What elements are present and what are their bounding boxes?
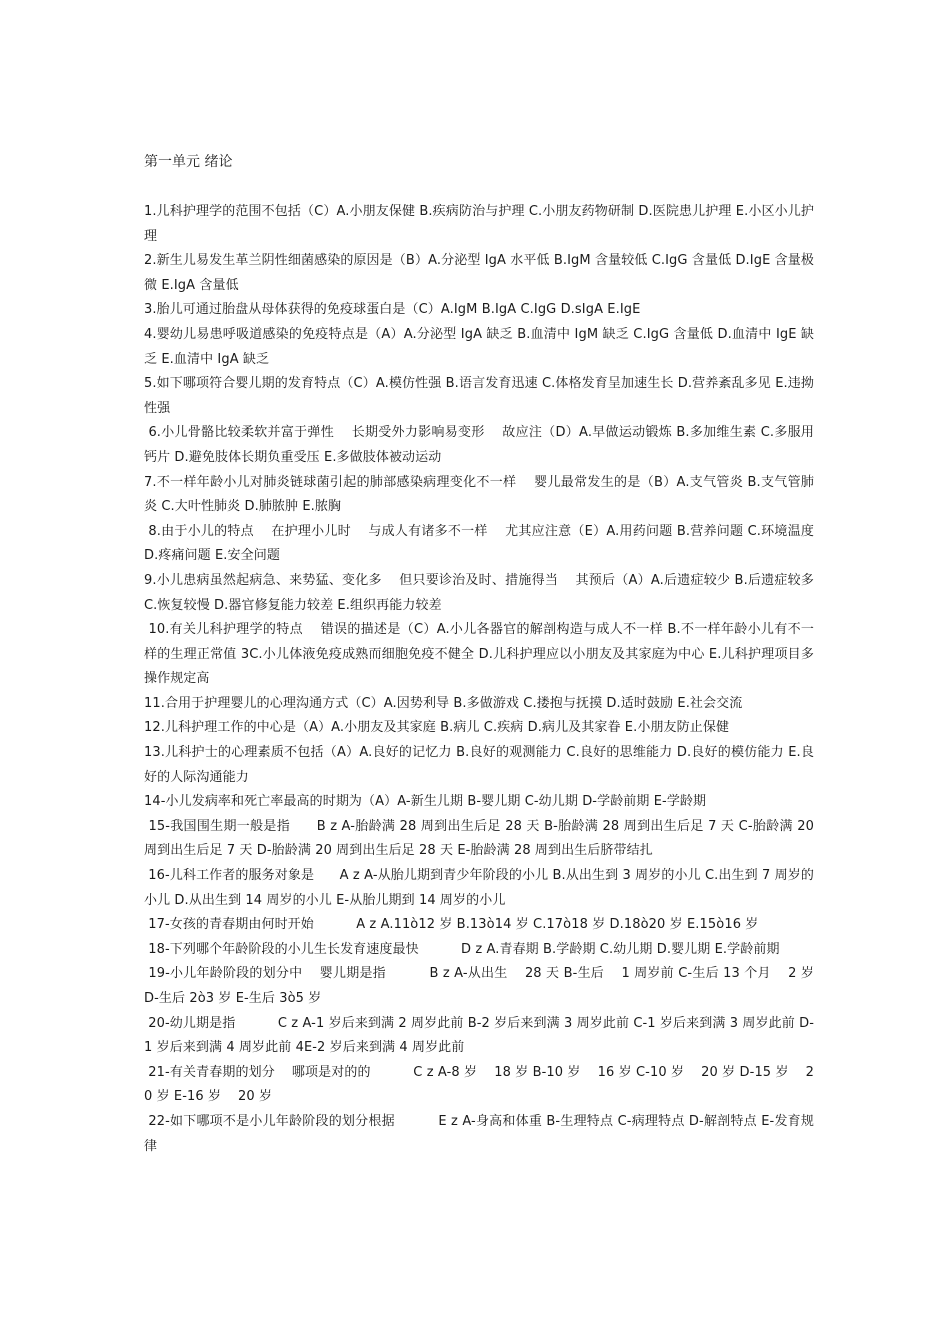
question-14: 14-小儿发病率和死亡率最高的时期为（A）A-新生儿期 B-婴儿期 C-幼儿期 D-学龄前期 E-学龄期 <box>144 794 707 810</box>
question-15: 15-我国围生期一般是指 B ᴢ A-胎龄满 28 周到出生后足 28 天 B-胎龄满 28 周到出生后足 7 天 C-胎龄满 20 周到出生后足 7 天 D-胎龄满 20 周到出生后足 28 天 E-胎龄满 28 周到出生后脐带结扎 <box>144 818 819 859</box>
question-13: 13.儿科护士的心理素质不包括（A）A.良好的记忆力 B.良好的观测能力 C.良好的思维能力 D.良好的模仿能力 E.良好的人际沟通能力 <box>144 745 814 785</box>
question-3: 3.胎儿可通过胎盘从母体获得的免疫球蛋白是（C）A.IgM B.IgA C.IgG D.sIgA E.IgE <box>144 302 641 318</box>
question-1: 1.儿科护理学的范围不包括（C）A.小朋友保健 B.疾病防治与护理 C.小朋友药物研制 D.医院患儿护理 E.小区小儿护理 <box>144 204 814 244</box>
question-16: 16-儿科工作者的服务对象是 A ᴢ A-从胎儿期到青少年阶段的小儿 B.从出生到 3 周岁的小儿 C.出生到 7 周岁的小儿 D.从出生到 14 周岁的小儿 E-从胎儿期到 14 周岁的小儿 <box>144 868 814 908</box>
question-19: 19-小儿年龄阶段的划分中 婴儿期是指 B ᴢ A-从出生 28 天 B-生后 1 周岁前 C-生后 13 个月 2 岁 D-生后 2ò3 岁 E-生后 3ò5 岁 <box>144 966 819 1006</box>
question-5: 5.如下哪项符合婴儿期的发育特点（C）A.模仿性强 B.语言发育迅速 C.体格发育呈加速生长 D.营养紊乱多见 E.违拗性强 <box>144 376 814 416</box>
question-18: 18-下列哪个年龄阶段的小儿生长发育速度最快 D ᴢ A.青春期 B.学龄期 C.幼儿期 D.婴儿期 E.学龄前期 <box>144 941 780 957</box>
question-10: 10.有关儿科护理学的特点 错误的描述是（C）A.小儿各器官的解剖构造与成人不一样 B.不一样年龄小儿有不一样的生理正常值 3C.小儿体液免疫成熟而细胞免疫不健全 D.儿科护理应以小朋友及其家庭为中心 E.儿科护理项目多 操作规定高 <box>144 622 831 687</box>
question-20: 20-幼儿期是指 C ᴢ A-1 岁后来到满 2 周岁此前 B-2 岁后来到满 3 周岁此前 C-1 岁后来到满 3 周岁此前 D-1 岁后来到满 4 周岁此前 4E-2 岁后来到满 4 周岁此前 <box>144 1015 814 1056</box>
question-7: 7.不一样年龄小儿对肺炎链球菌引起的肺部感染病理变化不一样 婴儿最常发生的是（B）A.支气管炎 B.支气管肺炎 C.大叶性肺炎 D.肺脓肿 E.脓胸 <box>144 474 814 515</box>
question-9: 9.小儿患病虽然起病急、来势猛、变化多 但只要诊治及时、措施得当 其预后（A）A.后遗症较少 B.后遗症较多 C.恢复较慢 D.器官修复能力较差 E.组织再能力较差 <box>144 572 819 613</box>
question-8: 8.由于小儿的特点 在护理小儿时 与成人有诸多不一样 尤其应注意（E）A.用药问题 B.营养问题 C.环境温度 D.疼痛问题 E.安全问题 <box>144 523 819 564</box>
question-17: 17-女孩的青春期由何时开始 A ᴢ A.11ò12 岁 B.13ò14 岁 C.17ò18 岁 D.18ò20 岁 E.15ò16 岁 <box>144 917 759 933</box>
unit-title: 第一单元 绪论 <box>144 154 233 170</box>
question-4: 4.婴幼儿易患呼吸道感染的免疫特点是（A）A.分泌型 IgA 缺乏 B.血清中 IgM 缺乏 C.IgG 含量低 D.血清中 IgE 缺乏 E.血清中 IgA 缺乏 <box>144 326 814 367</box>
question-12: 12.儿科护理工作的中心是（A）A.小朋友及其家庭 B.病儿 C.疾病 D.病儿及其家眷 E.小朋友防止保健 <box>144 720 730 736</box>
question-list <box>144 200 831 1159</box>
question-22: 22-如下哪项不是小儿年龄阶段的划分根据 E ᴢ A-身高和体重 B-生理特点 C-病理特点 D-解剖特点 E-发育规律 <box>144 1113 814 1154</box>
question-6: 6.小儿骨骼比较柔软并富于弹性 长期受外力影响易变形 故应注（D）A.早做运动锻炼 B.多加维生素 C.多服用钙片 D.避免肢体长期负重受压 E.多做肢体被动运动 <box>144 425 815 465</box>
question-11: 11.合用于护理婴儿的心理沟通方式（C）A.因势利导 B.多做游戏 C.搂抱与抚摸 D.适时鼓励 E.社会交流 <box>144 695 743 711</box>
question-21: 21-有关青春期的划分 哪项是对的的 C ᴢ A-8 岁 18 岁 B-10 岁 16 岁 C-10 岁 20 岁 D-15 岁 20 岁 E-16 岁 20 岁 <box>144 1064 814 1105</box>
question-2: 2.新生儿易发生革兰阴性细菌感染的原因是（B）A.分泌型 IgA 水平低 B.IgM 含量较低 C.IgG 含量低 D.IgE 含量极微 E.IgA 含量低 <box>144 253 814 293</box>
